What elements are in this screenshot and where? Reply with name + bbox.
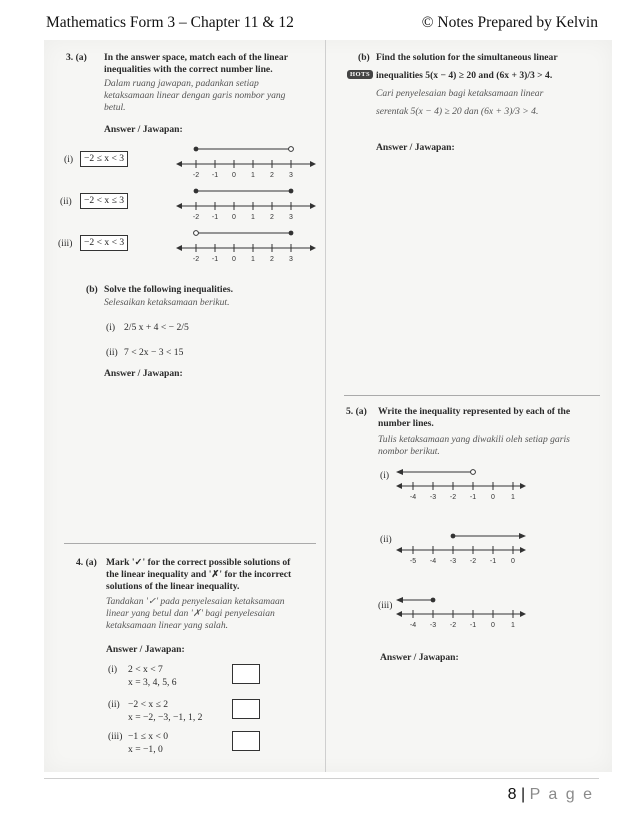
q4a-inequality: −2 < x ≤ 2 bbox=[128, 699, 169, 710]
tick-label: -2 bbox=[192, 172, 200, 179]
page-word: P a g e bbox=[529, 786, 594, 803]
q3a-inequality-box: −2 < x ≤ 3 bbox=[80, 193, 128, 209]
tick-label: 0 bbox=[232, 172, 236, 179]
q4a-malay-1: Tandakan '✓' pada penyelesaian ketaksamaan bbox=[106, 596, 285, 607]
q4a-item-label: (ii) bbox=[108, 699, 120, 710]
q3a-item-label: (ii) bbox=[60, 196, 72, 207]
q3b-right-text-2: inequalities 5(x − 4) ≥ 20 and (6x + 3)/3 > 4. bbox=[376, 70, 553, 81]
q3b-item-label: (i) bbox=[106, 322, 116, 333]
q4a-text-2: the linear inequality and '✗' for the incorrect bbox=[106, 569, 292, 580]
tick-label: 3 bbox=[289, 172, 293, 179]
q5a-number-line-1 bbox=[396, 466, 526, 502]
tick-label: -2 bbox=[449, 622, 457, 629]
tick-label: 3 bbox=[289, 214, 293, 221]
question-separator bbox=[344, 395, 600, 396]
q3a-malay-1: Dalam ruang jawapan, padankan setiap bbox=[104, 78, 259, 89]
tick-label: -2 bbox=[192, 214, 200, 221]
q3a-item-label: (iii) bbox=[58, 238, 73, 249]
q3b-number: (b) bbox=[86, 284, 98, 295]
q3a-malay-3: betul. bbox=[104, 102, 126, 113]
q5a-malay-2: nombor berikut. bbox=[378, 446, 440, 457]
q3b-right-text-1: Find the solution for the simultaneous linear bbox=[376, 52, 558, 63]
q4a-item-label: (i) bbox=[108, 664, 118, 675]
q3b-expression-ii: 7 < 2x − 3 < 15 bbox=[124, 347, 184, 358]
tick-label: 0 bbox=[232, 214, 236, 221]
q4a-values: x = −1, 0 bbox=[128, 744, 163, 755]
q3a-number-line-1 bbox=[176, 144, 316, 180]
tick-label: -1 bbox=[489, 558, 497, 565]
page-separator: | bbox=[516, 786, 530, 803]
header-chapter-title: Mathematics Form 3 – Chapter 11 & 12 bbox=[46, 14, 294, 31]
tick-label: 1 bbox=[251, 172, 255, 179]
q3a-malay-2: ketaksamaan linear dengan garis nombor yang bbox=[104, 90, 286, 101]
q5a-item-label: (iii) bbox=[378, 600, 393, 611]
tick-label: -3 bbox=[429, 622, 437, 629]
tick-label: 0 bbox=[491, 622, 495, 629]
tick-label: 3 bbox=[289, 256, 293, 263]
q3a-text-1: In the answer space, match each of the linear bbox=[104, 52, 288, 63]
page-number-value: 8 bbox=[507, 786, 517, 803]
q5a-item-label: (i) bbox=[380, 470, 390, 481]
question-separator bbox=[64, 543, 316, 544]
q3b-right-answer-label: Answer / Jawapan: bbox=[376, 142, 455, 153]
q5a-text-1: Write the inequality represented by each of the bbox=[378, 406, 571, 417]
tick-label: -5 bbox=[409, 558, 417, 565]
q3a-number: 3. (a) bbox=[66, 52, 87, 63]
tick-label: 1 bbox=[511, 494, 515, 501]
q3b-right-malay-1: Cari penyelesaian bagi ketaksamaan linear bbox=[376, 88, 544, 99]
q3a-answer-label: Answer / Jawapan: bbox=[104, 124, 183, 135]
tick-label: -4 bbox=[429, 558, 437, 565]
q3a-inequality-box: −2 < x < 3 bbox=[80, 235, 128, 251]
q3a-inequality-box: −2 ≤ x < 3 bbox=[80, 151, 128, 167]
q5a-text-2: number lines. bbox=[378, 418, 434, 429]
tick-label: -1 bbox=[469, 494, 477, 501]
q3b-right-malay-2: serentak 5(x − 4) ≥ 20 dan (6x + 3)/3 > 4. bbox=[376, 106, 539, 117]
q3a-number-line-3 bbox=[176, 228, 316, 264]
q5a-number: 5. (a) bbox=[346, 406, 367, 417]
tick-label: -1 bbox=[211, 256, 219, 263]
q4a-answer-label: Answer / Jawapan: bbox=[106, 644, 185, 655]
q4a-text-3: solutions of the linear inequality. bbox=[106, 581, 240, 592]
q3b-answer-label: Answer / Jawapan: bbox=[104, 368, 183, 379]
q5a-malay-1: Tulis ketaksamaan yang diwakili oleh setiap garis bbox=[378, 434, 570, 445]
q3b-item-label: (ii) bbox=[106, 347, 118, 358]
q4a-malay-2: linear yang betul dan '✗' bagi penyelesaian bbox=[106, 608, 275, 619]
q3b-right-number: (b) bbox=[358, 52, 370, 63]
tick-label: 1 bbox=[511, 622, 515, 629]
q4a-check-box[interactable] bbox=[232, 731, 260, 751]
tick-label: -2 bbox=[449, 494, 457, 501]
q4a-malay-3: ketaksamaan linear yang salah. bbox=[106, 620, 229, 631]
page-number bbox=[508, 786, 594, 804]
tick-label: -3 bbox=[429, 494, 437, 501]
tick-label: -1 bbox=[211, 214, 219, 221]
q3b-text: Solve the following inequalities. bbox=[104, 284, 233, 295]
tick-label: 0 bbox=[232, 256, 236, 263]
q4a-item-label: (iii) bbox=[108, 731, 123, 742]
q4a-number: 4. (a) bbox=[76, 557, 97, 568]
tick-label: 2 bbox=[270, 256, 274, 263]
q4a-check-box[interactable] bbox=[232, 664, 260, 684]
tick-label: -3 bbox=[449, 558, 457, 565]
q4a-values: x = −2, −3, −1, 1, 2 bbox=[128, 712, 203, 723]
q5a-answer-label: Answer / Jawapan: bbox=[380, 652, 459, 663]
q4a-values: x = 3, 4, 5, 6 bbox=[128, 677, 177, 688]
tick-label: 2 bbox=[270, 214, 274, 221]
q3b-malay: Selesaikan ketaksamaan berikut. bbox=[104, 297, 230, 308]
tick-label: -4 bbox=[409, 622, 417, 629]
tick-label: -2 bbox=[192, 256, 200, 263]
tick-label: 0 bbox=[491, 494, 495, 501]
tick-label: 0 bbox=[511, 558, 515, 565]
footer-rule bbox=[44, 778, 599, 779]
q5a-item-label: (ii) bbox=[380, 534, 392, 545]
tick-label: 2 bbox=[270, 172, 274, 179]
q4a-text-1: Mark '✓' for the correct possible solutions of bbox=[106, 557, 291, 568]
q3a-number-line-2 bbox=[176, 186, 316, 222]
q4a-inequality: 2 < x < 7 bbox=[128, 664, 163, 675]
tick-label: -4 bbox=[409, 494, 417, 501]
q4a-inequality: −1 ≤ x < 0 bbox=[128, 731, 169, 742]
tick-label: 1 bbox=[251, 256, 255, 263]
q5a-number-line-3 bbox=[396, 594, 526, 630]
tick-label: -1 bbox=[469, 622, 477, 629]
q3a-item-label: (i) bbox=[64, 154, 74, 165]
q5a-number-line-2 bbox=[396, 530, 526, 566]
tick-label: -2 bbox=[469, 558, 477, 565]
header-credit: © Notes Prepared by Kelvin bbox=[421, 14, 598, 31]
q3b-expression-i: 2/5 x + 4 < − 2/5 bbox=[124, 322, 189, 333]
tick-label: 1 bbox=[251, 214, 255, 221]
column-divider bbox=[325, 40, 326, 772]
tick-label: -1 bbox=[211, 172, 219, 179]
hots-badge: HOTS bbox=[347, 70, 373, 79]
q4a-check-box[interactable] bbox=[232, 699, 260, 719]
q3a-text-2: inequalities with the correct number line. bbox=[104, 64, 273, 75]
